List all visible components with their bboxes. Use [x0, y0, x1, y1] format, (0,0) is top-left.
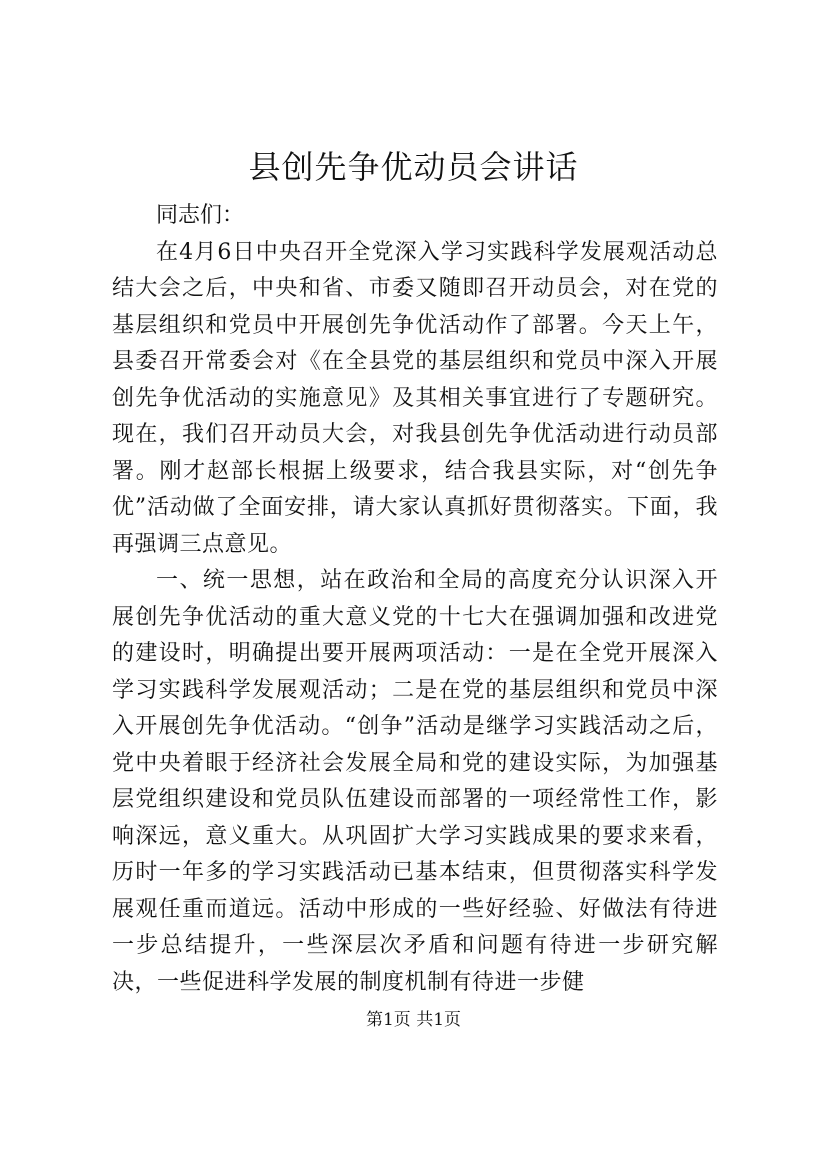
paragraph-1: 在4月6日中央召开全党深入学习实践科学发展观活动总结大会之后，中央和省、市委又随即召开动员会，对在党的基层组织和党员中开展创先争优活动作了部署。今天上午，县委召开常委会对《在全县党的基层组织和党员中深入开展创先争优活动的实施意见》及其相关事宜进行了专题研究。现在，我们召开动员大会，对我县创先争优活动进行动员部署。刚才赵部长根据上级要求，结合我县实际，对“创先争优”活动做了全面安排，请大家认真抓好贯彻落实。下面，我再强调三点意见。 — [112, 239, 718, 557]
page-footer: 第1页 共1页 — [365, 1010, 462, 1030]
paragraph-2: 一、统一思想，站在政治和全局的高度充分认识深入开展创先争优活动的重大意义党的十七大在强调加强和改进党的建设时，明确提出要开展两项活动：一是在全党开展深入学习实践科学发展观活动；二是在党的基层组织和党员中深入开展创先争优活动。“创争”活动是继学习实践活动之后，党中央着眼于经济社会发展全局和党的建设实际，为加强基层党组织建设和党员队伍建设而部署的一项经常性工作，影响深远，意义重大。从巩固扩大学习实践成果的要求来看，历时一年多的学习实践活动已基本结束，但贯彻落实科学发展观任重而道远。活动中形成的一些好经验、好做法有待进一步总结提升，一些深层次矛盾和问题有待进一步研究解决，一些促进科学发展的制度机制有待进一步健 — [112, 568, 718, 995]
document-title: 县创先争优动员会讲话 — [248, 148, 579, 186]
salutation: 同志们： — [156, 203, 245, 228]
document-body — [112, 198, 718, 1001]
